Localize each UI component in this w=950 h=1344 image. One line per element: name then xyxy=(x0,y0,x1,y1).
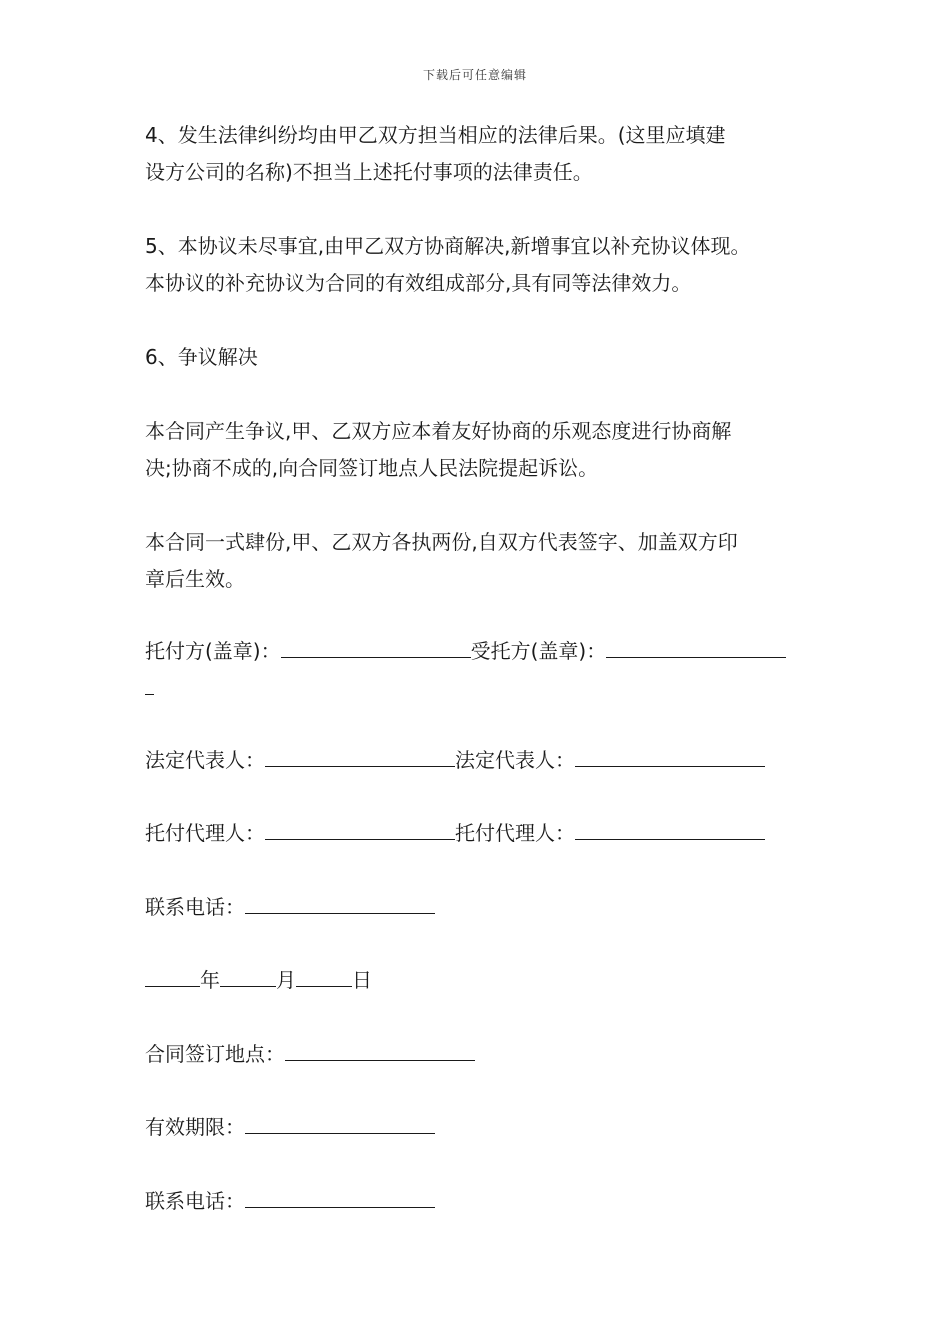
agent-blank-b[interactable] xyxy=(575,817,765,840)
phone-label-2: 联系电话： xyxy=(145,1189,245,1213)
clause-5-line-2: 本协议的补充协议为合同的有效组成部分,具有同等法律效力。 xyxy=(145,271,692,295)
page-header: 下载后可任意编辑 xyxy=(422,68,527,82)
phone-row-1-line xyxy=(145,889,825,926)
seal-row xyxy=(145,633,825,707)
phone-label-1: 联系电话： xyxy=(145,895,245,919)
dispute-line-2: 决;协商不成的,向合同签订地点人民法院提起诉讼。 xyxy=(145,456,599,480)
copies-line-1: 本合同一式肆份,甲、乙双方各执两份,自双方代表签字、加盖双方印 xyxy=(145,530,738,554)
legal-rep-blank-a[interactable] xyxy=(265,744,455,767)
legal-rep-label-a: 法定代表人： xyxy=(145,748,265,772)
validity-blank[interactable] xyxy=(245,1111,435,1134)
date-row xyxy=(145,962,825,999)
year-blank[interactable] xyxy=(145,964,200,987)
agent-label-a: 托付代理人： xyxy=(145,821,265,845)
dispute-paragraph xyxy=(145,413,825,487)
seal-row-line xyxy=(145,633,825,670)
date-row-line xyxy=(145,962,825,999)
copies-line-2: 章后生效。 xyxy=(145,567,245,591)
clause-4-line-1: 4、发生法律纠纷均由甲乙双方担当相应的法律后果。(这里应填建 xyxy=(145,123,726,147)
phone-row-2-line xyxy=(145,1183,825,1220)
legal-rep-label-b: 法定代表人： xyxy=(455,748,575,772)
signing-place-label: 合同签订地点： xyxy=(145,1042,285,1066)
legal-rep-blank-b[interactable] xyxy=(575,744,765,767)
clause-6-title-text: 6、争议解决 xyxy=(145,345,258,369)
clause-4-line-2: 设方公司的名称)不担当上述托付事项的法律责任。 xyxy=(145,160,593,184)
phone-row-2 xyxy=(145,1183,825,1220)
year-label: 年 xyxy=(200,968,220,992)
copies-paragraph xyxy=(145,524,825,598)
day-label: 日 xyxy=(352,968,372,992)
agent-row-line xyxy=(145,815,825,852)
legal-rep-row-line xyxy=(145,742,825,779)
phone-row-1 xyxy=(145,889,825,926)
trustee-seal-blank-continued[interactable] xyxy=(145,672,154,695)
agent-label-b: 托付代理人： xyxy=(455,821,575,845)
dispute-line-1: 本合同产生争议,甲、乙双方应本着友好协商的乐观态度进行协商解 xyxy=(145,419,732,443)
month-label: 月 xyxy=(276,968,296,992)
validity-row xyxy=(145,1109,825,1146)
phone-blank-2[interactable] xyxy=(245,1185,435,1208)
client-seal-blank[interactable] xyxy=(281,635,471,658)
month-blank[interactable] xyxy=(220,964,276,987)
clause-5-line-1: 5、本协议未尽事宜,由甲乙双方协商解决,新增事宜以补充协议体现。 xyxy=(145,234,751,258)
signing-place-row-line xyxy=(145,1036,825,1073)
seal-row-overflow xyxy=(145,670,825,707)
signing-place-blank[interactable] xyxy=(285,1038,475,1061)
phone-blank-1[interactable] xyxy=(245,891,435,914)
validity-label: 有效期限： xyxy=(145,1115,245,1139)
trustee-seal-blank[interactable] xyxy=(606,635,786,658)
validity-row-line xyxy=(145,1109,825,1146)
clause-4 xyxy=(145,117,825,191)
signing-place-row xyxy=(145,1036,825,1073)
agent-row xyxy=(145,815,825,852)
client-seal-label: 托付方(盖章)： xyxy=(145,639,281,663)
clause-6-title xyxy=(145,339,825,376)
day-blank[interactable] xyxy=(296,964,352,987)
legal-rep-row xyxy=(145,742,825,779)
agent-blank-a[interactable] xyxy=(265,817,455,840)
trustee-seal-label: 受托方(盖章)： xyxy=(470,639,607,663)
clause-5 xyxy=(145,228,825,302)
